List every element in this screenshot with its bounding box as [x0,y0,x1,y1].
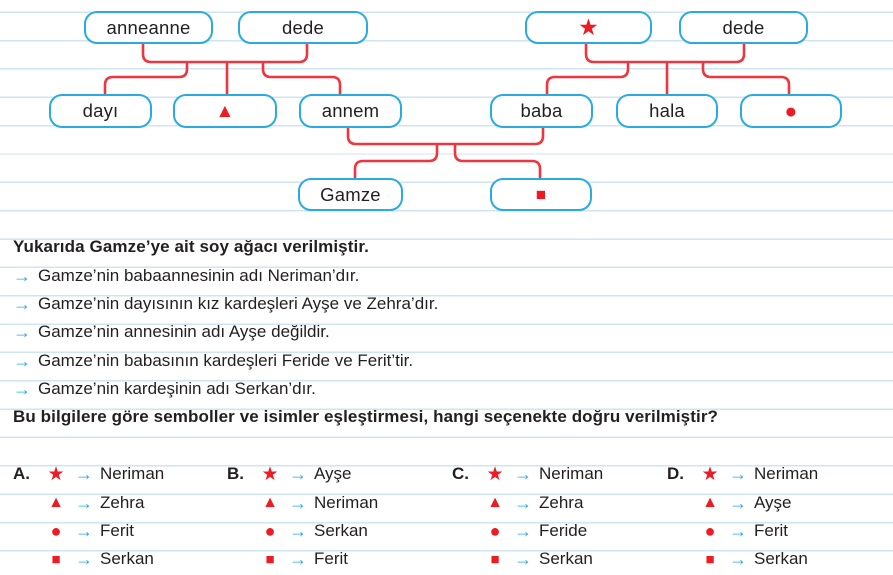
option-a-row [13,517,164,545]
option-c-letter: C. [452,464,469,484]
arrow-right-icon: → [13,293,31,314]
arrow-right-icon: → [13,350,31,371]
option-name: Ayşe [754,492,792,512]
option-d-row [667,488,818,516]
tree-box-dayi [49,94,152,128]
option-b-row [227,545,378,573]
tree-box-label: hala [649,100,685,121]
triangle-icon: ▲ [262,493,278,511]
square-icon: ■ [51,550,61,568]
option-d-row [667,545,818,573]
circle-icon: ● [264,520,276,541]
answer-options [0,460,893,575]
tree-box-label: annem [321,100,380,121]
fact-text: Gamze’nin annesinin adı Ayşe değildir. [38,322,330,342]
option-c-row [452,517,603,545]
arrow-right-icon: → [729,492,747,513]
option-a-row [13,460,164,488]
arrow-right-icon: → [514,549,532,570]
fact-text: Gamze’nin kardeşinin adı Serkan’dır. [38,378,316,398]
tree-box-label: dayı [82,100,119,121]
tree-box-triangle [173,94,277,128]
triangle-icon: ▲ [487,493,503,511]
arrow-right-icon: → [289,464,307,485]
option-name: Neriman [314,492,379,512]
option-c [452,460,603,574]
option-name: Zehra [539,492,584,512]
arrow-right-icon: → [729,520,747,541]
square-icon: ■ [490,550,500,568]
triangle-icon: ▲ [48,493,64,511]
tree-box-hala [616,94,718,128]
arrow-right-icon: → [514,520,532,541]
option-b-letter: B. [227,464,244,484]
option-name: Zehra [100,492,145,512]
tree-box-star [525,11,652,44]
option-name: Neriman [539,464,604,484]
fact-line [13,290,885,318]
option-name: Feride [539,520,588,540]
star-icon: ★ [486,463,504,485]
tree-box-label: dede [282,16,324,38]
option-b [227,460,378,574]
star-icon: ★ [261,463,279,485]
tree-box-label: baba [520,100,563,121]
option-name: Ferit [100,520,134,540]
option-name: Ayşe [314,464,352,484]
option-d [667,460,818,574]
option-name: Serkan [100,549,154,569]
option-a-row [13,545,164,573]
arrow-right-icon: → [75,492,93,513]
tree-box-circle [740,94,842,128]
arrow-right-icon: → [514,492,532,513]
option-a-letter: A. [13,464,30,484]
square-icon: ■ [705,550,715,568]
option-b-row [227,488,378,516]
option-c-row [452,488,603,516]
tree-box-label: Gamze [320,183,381,205]
option-d-letter: D. [667,464,684,484]
option-name: Serkan [754,549,808,569]
fact-line [13,375,885,403]
arrow-right-icon: → [729,464,747,485]
option-a [13,460,164,574]
arrow-right-icon: → [13,322,31,343]
star-icon: ★ [701,463,719,485]
fact-text: Gamze’nin dayısının kız kardeşleri Ayşe ve Zehra’dır. [38,293,439,313]
option-name: Ferit [314,549,348,569]
circle-icon: ● [489,520,501,541]
arrow-right-icon: → [75,520,93,541]
option-a-row [13,488,164,516]
square-icon: ■ [265,550,275,568]
tree-box-label: anneanne [106,16,191,38]
triangle-icon: ▲ [702,493,718,511]
square-icon: ■ [535,185,547,204]
arrow-right-icon: → [75,549,93,570]
star-icon: ★ [47,463,65,485]
option-name: Serkan [314,520,368,540]
arrow-right-icon: → [289,492,307,513]
star-icon: ★ [578,14,599,40]
fact-text: Gamze’nin babasının kardeşleri Feride ve Ferit’tir. [38,350,414,370]
statements-block [13,233,885,431]
option-b-row [227,517,378,545]
triangle-icon: ▲ [215,100,235,122]
tree-box-square [490,178,592,211]
tree-box-dede-right [679,11,808,44]
fact-line [13,346,885,374]
option-b-row [227,460,378,488]
fact-text: Gamze’nin babaannesinin adı Neriman’dır. [38,265,360,285]
option-c-row [452,460,603,488]
tree-box-annem [299,94,402,128]
option-d-row [667,460,818,488]
arrow-right-icon: → [13,265,31,286]
option-name: Neriman [100,464,165,484]
circle-icon: ● [784,99,798,123]
intro-text: Yukarıda Gamze’ye ait soy ağacı verilmiştir. [13,237,369,257]
option-c-row [452,545,603,573]
fact-line [13,318,885,346]
arrow-right-icon: → [289,520,307,541]
arrow-right-icon: → [75,464,93,485]
circle-icon: ● [50,520,62,541]
arrow-right-icon: → [729,549,747,570]
fact-line [13,261,885,289]
arrow-right-icon: → [13,378,31,399]
tree-box-label: dede [722,16,765,38]
tree-box-baba [490,94,593,128]
question-text: Bu bilgilere göre semboller ve isimler eşleştirmesi, hangi seçenekte doğru verilmiştir? [13,407,719,427]
tree-box-anneanne [84,11,213,44]
arrow-right-icon: → [514,464,532,485]
option-name: Ferit [754,520,788,540]
option-name: Neriman [754,464,819,484]
tree-box-gamze [298,178,403,211]
option-d-row [667,517,818,545]
tree-box-dede-left [238,11,368,44]
circle-icon: ● [704,520,716,541]
option-name: Serkan [539,549,593,569]
arrow-right-icon: → [289,549,307,570]
